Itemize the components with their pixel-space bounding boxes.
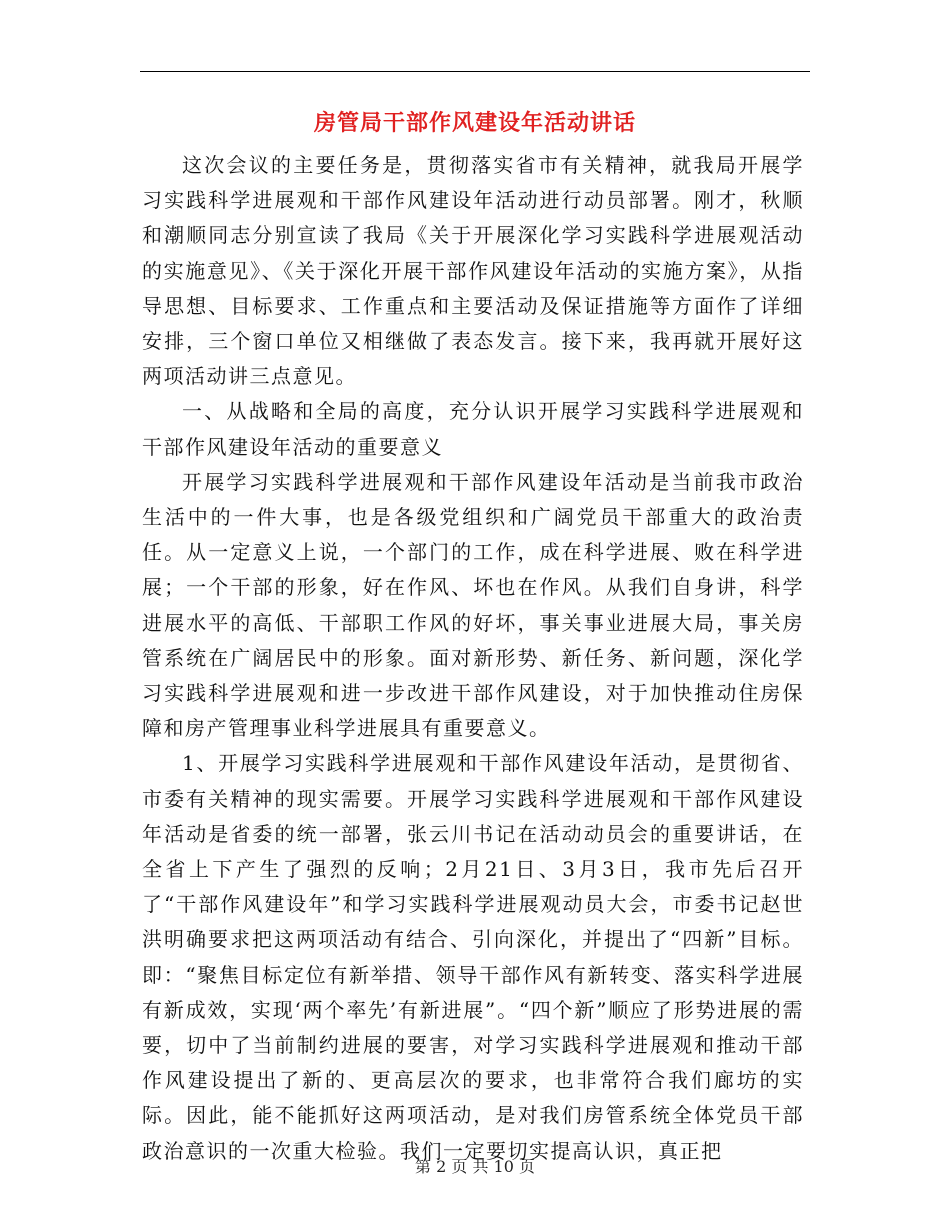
section-heading: 一、从战略和全局的高度，充分认识开展学习实践科学进展观和干部作风建设年活动的重要意义	[142, 399, 804, 459]
body-paragraph: 1、开展学习实践科学进展观和干部作风建设年活动，是贯彻省、市委有关精神的现实需要。开展学习实践科学进展观和干部作风建设年活动是省委的统一部署，张云川书记在活动动员会的重要讲话，在全省上下产生了强烈的反响；2月21日、3月3日，我市先后召开了“干部作风建设年”和学习实践科学进展观动员大会，市委书记赵世洪明确要求把这两项活动有结合、引向深化，并提出了“四新”目标。即：“聚焦目标定位有新举措、领导干部作风有新转变、落实科学进展有新成效，实现‘两个率先’有新进展”。“四个新”顺应了形势进展的需要，切中了当前制约进展的要害，对学习实践科学进展观和推动干部作风建设提出了新的、更高层次的要求，也非常符合我们廊坊的实际。因此，能不能抓好这两项活动，是对我们房管系统全体党员干部政治意识的一次重大检验。我们一定要切实提高认识，真正把	[142, 751, 804, 1163]
page-number: 第 2 页 共 10 页	[415, 1157, 535, 1176]
body-paragraph: 这次会议的主要任务是，贯彻落实省市有关精神，就我局开展学习实践科学进展观和干部作风建设年活动进行动员部署。刚才，秋顺和潮顺同志分别宣读了我局《关于开展深化学习实践科学进展观活动的实施意见》、《关于深化开展干部作风建设年活动的实施方案》，从指导思想、目标要求、工作重点和主要活动及保证措施等方面作了详细安排，三个窗口单位又相继做了表态发言。接下来，我再就开展好这两项活动讲三点意见。	[142, 153, 804, 389]
body-paragraph: 开展学习实践科学进展观和干部作风建设年活动是当前我市政治生活中的一件大事，也是各级党组织和广阔党员干部重大的政治责任。从一定意义上说，一个部门的工作，成在科学进展、败在科学进展；一个干部的形象，好在作风、坏也在作风。从我们自身讲，科学进展水平的高低、干部职工作风的好坏，事关事业进展大局，事关房管系统在广阔居民中的形象。面对新形势、新任务、新问题，深化学习实践科学进展观和进一步改进干部作风建设，对于加快推动住房保障和房产管理事业科学进展具有重要意义。	[142, 469, 804, 741]
header-rule	[140, 71, 810, 72]
document-body	[142, 148, 804, 1169]
document-title: 房管局干部作风建设年活动讲话	[313, 110, 636, 136]
